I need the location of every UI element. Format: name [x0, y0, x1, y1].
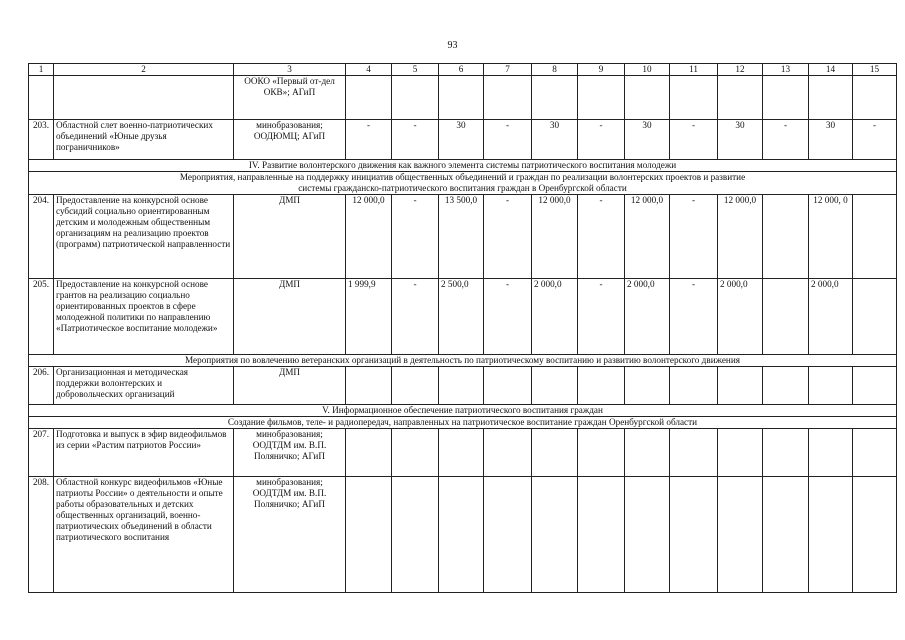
table-row — [29, 367, 897, 405]
subsection-header-row — [29, 172, 897, 195]
value-cell — [763, 279, 809, 355]
value-cell: 12 000,0 — [532, 195, 578, 279]
column-header: 1 — [29, 64, 54, 76]
table-row — [29, 195, 897, 279]
value-cell: - — [670, 279, 718, 355]
column-header: 11 — [670, 64, 718, 76]
row-number: 207. — [29, 429, 54, 477]
measure-name: Организационная и методическая поддержки волонтерских и добровольческих организаций — [54, 367, 234, 405]
value-cell: 2 000,0 — [809, 279, 853, 355]
measure-name: Предоставление на конкурсной основе субсидий социально ориентированным детским и молодежным общественным организациям на реализацию проектов (программ) патриотической направленности — [54, 195, 234, 279]
value-cell: 12 000,0 — [718, 195, 763, 279]
measure-name: Предоставление на конкурсной основе грантов на реализацию социально ориентированных проектов в сфере молодежной политики по направлению «Патриотическое воспитание молодежи» — [54, 279, 234, 355]
column-header: 5 — [392, 64, 439, 76]
measure-name: Областной конкурс видеофильмов «Юные патриоты России» о деятельности и опыте работы образовательных и детских общественных организаций, военно-патриотических объединений в области патриотического воспитания — [54, 477, 234, 593]
value-cell: 1 999,9 — [346, 279, 392, 355]
value-cell: 2 000,0 — [625, 279, 670, 355]
executor-cell: минобразования; ООДТДМ им. В.П. Поляничко; АГиП — [234, 429, 346, 477]
subsection-header-row — [29, 417, 897, 429]
column-header: 15 — [853, 64, 897, 76]
executor-cell: ООКО «Первый от-дел ОКВ»; АГиП — [234, 76, 346, 120]
value-cell: - — [346, 120, 392, 160]
value-cell: - — [670, 195, 718, 279]
value-cell: - — [763, 120, 809, 160]
value-cell: 13 500,0 — [439, 195, 484, 279]
table-row — [29, 429, 897, 477]
value-cell: 30 — [625, 120, 670, 160]
measure-name: Подготовка и выпуск в эфир видеофильмов из серии «Растим патриотов России» — [54, 429, 234, 477]
value-cell: - — [484, 120, 532, 160]
subsection-title: Мероприятия, направленные на поддержку инициатив общественных объединений и граждан по реализации волонтерских проектов и развитие системы гражданско-патриотического воспитания граждан в Оренбургской области — [29, 172, 897, 195]
section-title: IV. Развитие волонтерского движения как важного элемента системы патриотического воспитания молодежи — [29, 160, 897, 172]
column-header: 13 — [763, 64, 809, 76]
executor-cell: ДМП — [234, 367, 346, 405]
subsection-header-row — [29, 355, 897, 367]
column-header: 6 — [439, 64, 484, 76]
subsection-title: Создание фильмов, теле- и радиопередач, направленных на патриотическое воспитание граждан Оренбургской области — [29, 417, 897, 429]
table-row — [29, 477, 897, 593]
row-number: 205. — [29, 279, 54, 355]
table-row — [29, 120, 897, 160]
row-number: 204. — [29, 195, 54, 279]
value-cell: - — [484, 279, 532, 355]
value-cell: 2 000,0 — [532, 279, 578, 355]
value-cell: 30 — [809, 120, 853, 160]
value-cell: 2 500,0 — [439, 279, 484, 355]
value-cell: 12 000,0 — [346, 195, 392, 279]
column-header: 12 — [718, 64, 763, 76]
executor-cell: минобразования; ООДЮМЦ; АГиП — [234, 120, 346, 160]
value-cell: 12 000, 0 — [809, 195, 853, 279]
value-cell: - — [578, 120, 625, 160]
value-cell: - — [392, 279, 439, 355]
value-cell — [853, 195, 897, 279]
value-cell: 30 — [439, 120, 484, 160]
column-header: 10 — [625, 64, 670, 76]
table-row — [29, 279, 897, 355]
row-number: 206. — [29, 367, 54, 405]
value-cell — [853, 279, 897, 355]
executor-cell: минобразования; ООДТДМ им. В.П. Поляничко; АГиП — [234, 477, 346, 593]
section-header-row — [29, 160, 897, 172]
program-table — [28, 63, 897, 593]
page-number: 93 — [447, 40, 458, 51]
subsection-title: Мероприятия по вовлечению ветеранских организаций в деятельность по патриотическому воспитанию и развитию волонтерского движения — [29, 355, 897, 367]
row-number: 208. — [29, 477, 54, 593]
value-cell: - — [392, 195, 439, 279]
executor-cell: ДМП — [234, 279, 346, 355]
value-cell: 30 — [718, 120, 763, 160]
value-cell: 30 — [532, 120, 578, 160]
column-header: 3 — [234, 64, 346, 76]
section-title: V. Информационное обеспечение патриотического воспитания граждан — [29, 405, 897, 417]
column-header: 9 — [578, 64, 625, 76]
column-header: 8 — [532, 64, 578, 76]
value-cell: - — [484, 195, 532, 279]
value-cell: 2 000,0 — [718, 279, 763, 355]
value-cell: - — [392, 120, 439, 160]
measure-name: Областной слет военно-патриотических объединений «Юные друзья пограничников» — [54, 120, 234, 160]
column-header: 14 — [809, 64, 853, 76]
section-header-row — [29, 405, 897, 417]
column-header: 2 — [54, 64, 234, 76]
value-cell — [763, 195, 809, 279]
value-cell: - — [578, 279, 625, 355]
value-cell: 12 000,0 — [625, 195, 670, 279]
column-header: 4 — [346, 64, 392, 76]
column-header: 7 — [484, 64, 532, 76]
table-row — [29, 76, 897, 120]
value-cell: - — [853, 120, 897, 160]
value-cell: - — [578, 195, 625, 279]
row-number: 203. — [29, 120, 54, 160]
executor-cell: ДМП — [234, 195, 346, 279]
value-cell: - — [670, 120, 718, 160]
column-number-row — [29, 64, 897, 76]
